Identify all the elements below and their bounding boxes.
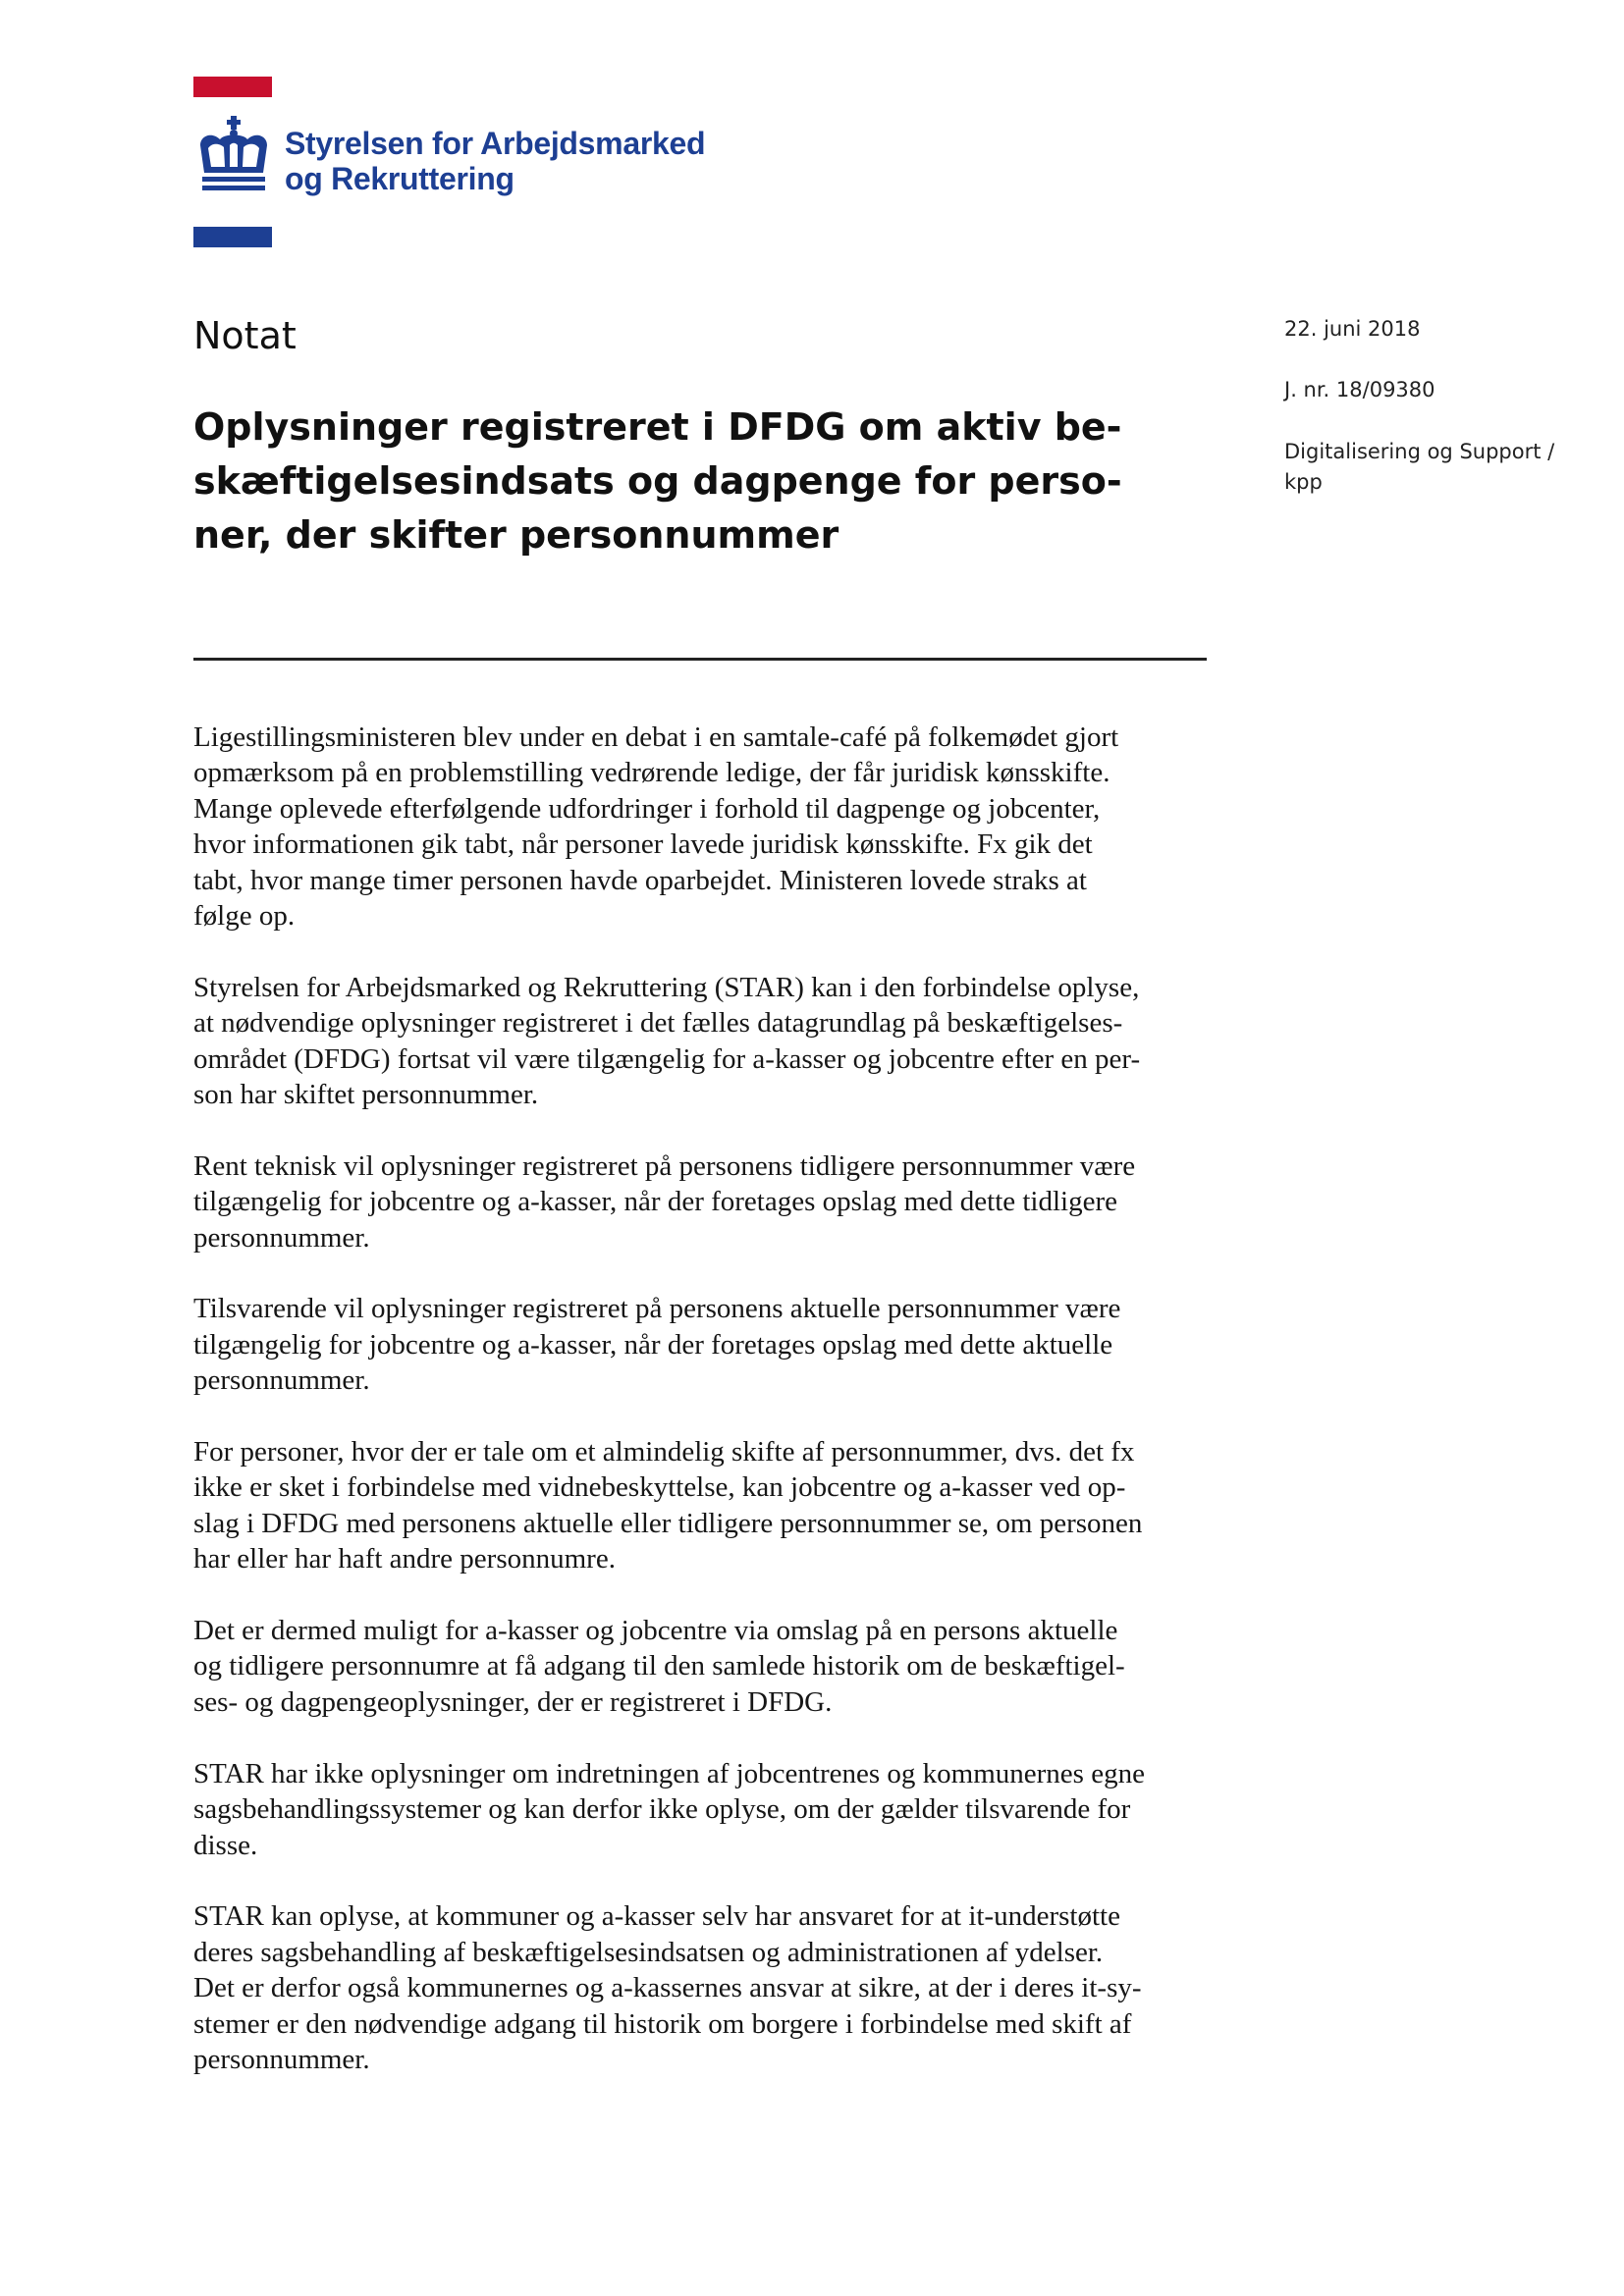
- paragraph-line: son har skiftet personnummer.: [193, 1079, 539, 1111]
- journal-number: J. nr. 18/09380: [1284, 378, 1435, 401]
- paragraph-line: deres sagsbehandling af beskæftigelsesindsatsen og administrationen af ydelser.: [193, 1936, 1104, 1968]
- paragraph-line: sagsbehandlingssystemer og kan derfor ikke oplyse, om der gælder tilsvarende for: [193, 1793, 1131, 1826]
- paragraph-line: ses- og dagpengeoplysninger, der er registreret i DFDG.: [193, 1685, 833, 1718]
- paragraph-line: personnummer.: [193, 1221, 370, 1254]
- body-paragraph: [193, 1756, 1215, 1863]
- paragraph-line: STAR har ikke oplysninger om indretningen af jobcentrenes og kommunernes egne: [193, 1757, 1145, 1789]
- paragraph-line: tabt, hvor mange timer personen havde oparbejdet. Ministeren lovede straks at: [193, 864, 1087, 896]
- body-paragraph: [193, 1613, 1215, 1720]
- logo-flag-red-bar: [193, 77, 272, 97]
- body-paragraph: [193, 1291, 1215, 1398]
- paragraph-line: Det er dermed muligt for a-kasser og jobcentre via omslag på en persons aktuelle: [193, 1615, 1118, 1647]
- paragraph-line: For personer, hvor der er tale om et almindelig skifte af personnummer, dvs. det fx: [193, 1436, 1135, 1468]
- agency-name-line: Styrelsen for Arbejdsmarked: [285, 126, 706, 161]
- paragraph-line: følge op.: [193, 900, 296, 933]
- paragraph-line: ikke er sket i forbindelse med vidnebeskyttelse, kan jobcentre og a-kasser ved op-: [193, 1471, 1126, 1504]
- title-divider: [193, 658, 1207, 661]
- paragraph-line: Rent teknisk vil oplysninger registreret på personens tidligere personnummer være: [193, 1149, 1136, 1182]
- document-date: 22. juni 2018: [1284, 317, 1421, 341]
- department: [1284, 437, 1554, 498]
- paragraph-line: STAR kan oplyse, at kommuner og a-kasser selv har ansvaret for at it-understøtte: [193, 1900, 1120, 1933]
- paragraph-line: stemer er den nødvendige adgang til historik om borgere i forbindelse med skift af: [193, 2007, 1132, 2040]
- logo-flag-blue-bar: [193, 227, 272, 247]
- title-line: skæftigelsesindsats og dagpenge for perso-: [193, 459, 1122, 503]
- paragraph-line: slag i DFDG med personens aktuelle eller tidligere personnummer se, om personen: [193, 1507, 1143, 1539]
- crown-icon: [192, 116, 275, 192]
- paragraph-line: har eller har haft andre personnumre.: [193, 1543, 616, 1575]
- paragraph-line: tilgængelig for jobcentre og a-kasser, når der foretages opslag med dette aktuelle: [193, 1328, 1113, 1361]
- agency-name: [285, 126, 705, 196]
- paragraph-line: hvor informationen gik tabt, når personer lavede juridisk kønsskifte. Fx gik det: [193, 828, 1093, 861]
- agency-name-line: og Rekruttering: [285, 161, 514, 196]
- title-line: Oplysninger registreret i DFDG om aktiv be-: [193, 405, 1122, 449]
- department-line: kpp: [1284, 470, 1323, 494]
- title-line: ner, der skifter personnummer: [193, 513, 839, 557]
- paragraph-line: området (DFDG) fortsat vil være tilgængelig for a-kasser og jobcentre efter en per-: [193, 1042, 1141, 1075]
- paragraph-line: tilgængelig for jobcentre og a-kasser, når der foretages opslag med dette tidligere: [193, 1186, 1117, 1218]
- body-paragraph: [193, 720, 1215, 934]
- paragraph-line: opmærksom på en problemstilling vedrørende ledige, der får juridisk kønsskifte.: [193, 757, 1110, 789]
- paragraph-line: Mange oplevede efterfølgende udfordringer i forhold til dagpenge og jobcenter,: [193, 792, 1101, 825]
- paragraph-line: Det er derfor også kommunernes og a-kassernes ansvar at sikre, at der i deres it-sy-: [193, 1972, 1142, 2004]
- paragraph-line: Ligestillingsministeren blev under en debat i en samtale-café på folkemødet gjort: [193, 721, 1119, 753]
- paragraph-line: disse.: [193, 1829, 258, 1861]
- document-body: [193, 720, 1215, 2113]
- paragraph-line: at nødvendige oplysninger registreret i det fælles datagrundlag på beskæftigelses-: [193, 1007, 1123, 1040]
- document-type: Notat: [193, 314, 297, 357]
- paragraph-line: personnummer.: [193, 2043, 370, 2075]
- body-paragraph: [193, 1148, 1215, 1255]
- body-paragraph: [193, 1898, 1215, 2077]
- body-paragraph: [193, 1434, 1215, 1577]
- body-paragraph: [193, 970, 1215, 1113]
- paragraph-line: og tidligere personnumre at få adgang til den samlede historik om de beskæftigel-: [193, 1650, 1125, 1682]
- paragraph-line: Tilsvarende vil oplysninger registreret på personens aktuelle personnummer være: [193, 1293, 1121, 1325]
- department-line: Digitalisering og Support /: [1284, 440, 1555, 463]
- paragraph-line: Styrelsen for Arbejdsmarked og Rekruttering (STAR) kan i den forbindelse oplyse,: [193, 971, 1140, 1003]
- paragraph-line: personnummer.: [193, 1364, 370, 1397]
- document-title: [193, 400, 1234, 562]
